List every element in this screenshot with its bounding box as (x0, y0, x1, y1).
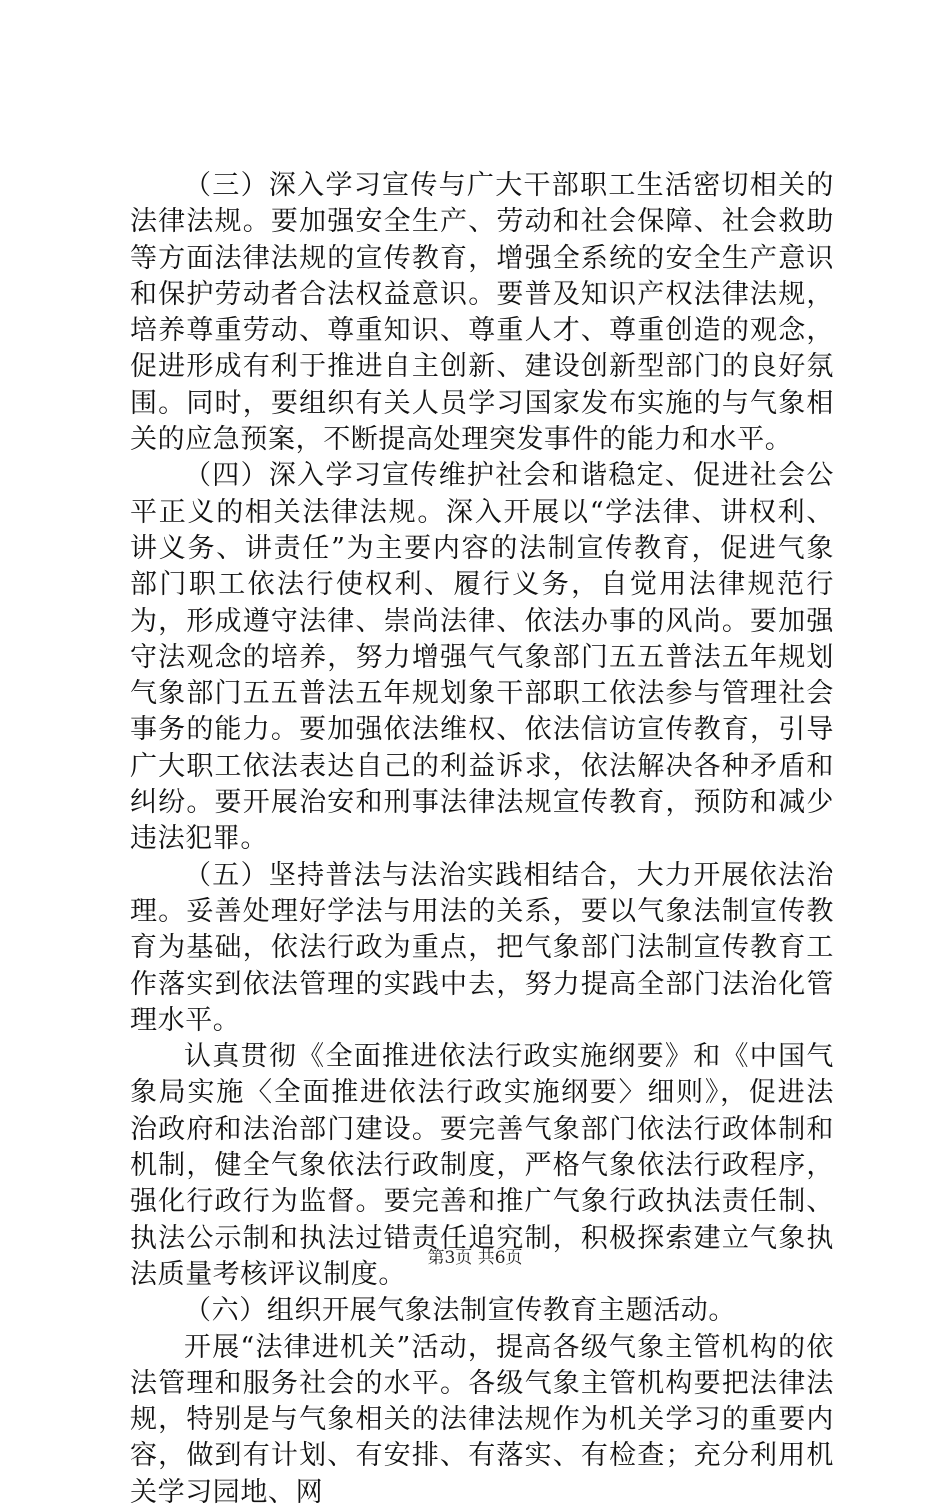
paragraph-3: （三）深入学习宣传与广大干部职工生活密切相关的法律法规。要加强安全生产、劳动和社会保障、社会救助等方面法律法规的宣传教育，增强全系统的安全生产意识和保护劳动者合法权益意识。要普及知识产权法律法规，培养尊重劳动、尊重知识、尊重人才、尊重创造的观念，促进形成有利于推进自主创新、建设创新型部门的良好氛围。同时，要组织有关人员学习国家发布实施的与气象相关的应急预案，不断提高处理突发事件的能力和水平。 (130, 170, 834, 456)
paragraph-law-into-agencies: 开展“法律进机关”活动，提高各级气象主管机构的依法管理和服务社会的水平。各级气象主管机构要把法律法规，特别是与气象相关的法律法规作为机关学习的重要内容，做到有计划、有安排、有落实、有检查；充分利用机关学习园地、网 (130, 1331, 834, 1508)
document-body (130, 168, 834, 1511)
paragraph-4: （四）深入学习宣传维护社会和谐稳定、促进社会公平正义的相关法律法规。深入开展以“学法律、讲权利、讲义务、讲责任”为主要内容的法制宣传教育，促进气象部门职工依法行使权利、履行义务，自觉用法律规范行为，形成遵守法律、崇尚法律、依法办事的风尚。要加强守法观念的培养，努力增强气气象部门五五普法五年规划气象部门五五普法五年规划象干部职工依法参与管理社会事务的能力。要加强依法维权、依法信访宣传教育，引导广大职工依法表达自己的利益诉求，依法解决各种矛盾和纠纷。要开展治安和刑事法律法规宣传教育，预防和减少违法犯罪。 (130, 460, 834, 855)
paragraph-5: （五）坚持普法与法治实践相结合，大力开展依法治理。妥善处理好学法与用法的关系，要以气象法制宣传教育为基础，依法行政为重点，把气象部门法制宣传教育工作落实到依法管理的实践中去，努力提高全部门法治化管理水平。 (130, 859, 834, 1036)
page-number-footer: 第3页 共6页 (427, 1248, 523, 1268)
paragraph-6-heading: （六）组织开展气象法制宣传教育主题活动。 (184, 1295, 736, 1327)
paragraph-implementation: 认真贯彻《全面推进依法行政实施纲要》和《中国气象局实施〈全面推进依法行政实施纲要〉细则》，促进法治政府和法治部门建设。要完善气象部门依法行政体制和机制，健全气象依法行政制度，严格气象依法行政程序，强化行政行为监督。要完善和推广气象行政执法责任制、执法公示制和执法过错责任追究制，积极探索建立气象执法质量考核评议制度。 (130, 1041, 834, 1290)
